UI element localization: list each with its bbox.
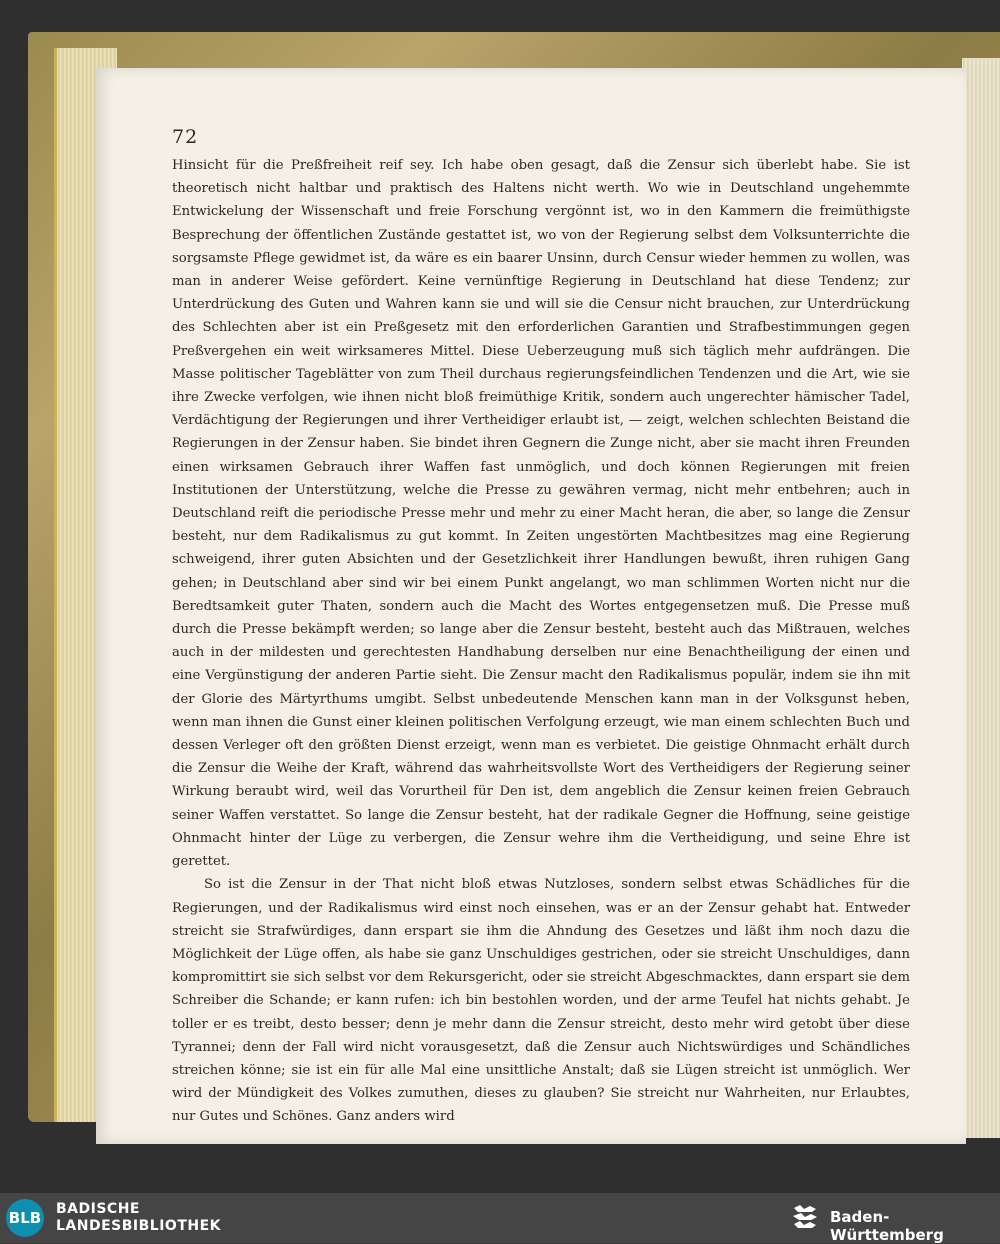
blb-logo[interactable]: BLB: [6, 1199, 44, 1237]
footer-bar: [0, 1193, 1000, 1243]
library-name-line2: LANDESBIBLIOTHEK: [56, 1218, 222, 1234]
library-name-line1: BADISCHE: [56, 1201, 140, 1217]
book-page: [96, 68, 966, 1144]
paragraph-1: Hinsicht für die Preßfreiheit reif sey. Ich habe oben gesagt, daß die Zensur sich überlebt habe. Sie ist theoretisch nicht haltbar und praktisch des Haltens nicht werth. Wo wie in Deutschland ungehemmte Entwickelung der Wissenschaft und freie Forschung vergönnt ist, wo in den Kammern die freimüthigste Besprechung der öffentlichen Zustände gestattet ist, wo von der Regierung selbst dem Volksunterrichte die sorgsamste Pflege gewidmet ist, da wäre es ein baarer Unsinn, durch Censur wieder hemmen zu wollen, was man in anderer Weise gefördert. Keine vernünftige Regierung in Deutschland hat diese Tendenz; zur Unterdrückung des Guten und Wahren kann sie und will sie die Censur nicht brauchen, zur Unterdrückung des Schlechten aber ist ein Preßgesetz mit den erforderlichen Garantien und Strafbestimmungen gegen Preßvergehen ein weit wirksameres Mittel. Diese Ueberzeugung muß sich täglich mehr aufdrängen. Die Masse politischer Tageblätter von zum Theil durchaus regierungsfeindlichen Tendenzen und die Art, wie sie ihre Zwecke verfolgen, wie ihnen nicht bloß freimüthige Kritik, sondern auch ungerechter hämischer Tadel, Verdächtigung der Regierungen und ihrer Vertheidiger erlaubt ist, — zeigt, welchen schlechten Beistand die Regierungen in der Zensur haben. Sie bindet ihren Gegnern die Zunge nicht, aber sie macht ihren Freunden einen wirksamen Gebrauch ihrer Waffen fast unmöglich, und doch können Regierungen mit freien Institutionen der Unterstützung, welche die Presse zu gewähren vermag, nicht mehr entbehren; auch in Deutschland reift die periodische Presse mehr und mehr zu einer Macht heran, die aber, so lange die Zensur besteht, nur dem Radikalismus zu gut kommt. In Zeiten ungestörten Machtbesitzes mag eine Regierung schweigend, ihrer guten Absichten und der Gesetzlichkeit ihrer Handlungen bewußt, ihren ruhigen Gang gehen; in Deutschland aber sind wir bei einem Punkt angelangt, wo man schlimmen Worten nicht nur die Beredtsamkeit guter Thaten, sondern auch die Macht des Wortes entgegensetzen muß. Die Presse muß durch die Presse bekämpft werden; so lange aber die Zensur besteht, besteht auch das Mißtrauen, welches auch in der mildesten und gerechtesten Handhabung derselben nur eine Benachtheiligung der einen und eine Vergünstigung der anderen Partie sieht. Die Zensur macht den Radikalismus populär, indem sie ihn mit der Glorie des Märtyrthums umgibt. Selbst unbedeutende Menschen kann man in der Volksgunst heben, wenn man ihnen die Gunst einer kleinen politischen Verfolgung erzeugt, wie man einem schlechten Buch und dessen Verleger oft den größten Dienst erzeigt, wenn man es verbietet. Die geistige Ohnmacht erhält durch die Zensur die Weihe der Kraft, während das wahrheitsvollste Wort des Vertheidigers der Regierung seiner Wirkung beraubt wird, weil das Vorurtheil für Den ist, dem angeblich die Zensur keinen freien Gebrauch seiner Waffen verstattet. So lange die Zensur besteht, hat der radikale Gegner die Hoffnung, seine geistige Ohnmacht hinter der Lüge zu verbergen, die Zensur wehre ihm die Vertheidigung, und seine Ehre ist gerettet.: [172, 158, 910, 870]
page-number: 72: [172, 126, 199, 148]
page-edges-right: [962, 58, 1000, 1138]
state-name[interactable]: Baden-Württemberg: [830, 1208, 944, 1244]
state-coat-of-arms-icon: [790, 1202, 820, 1234]
page-text: [172, 154, 910, 1129]
library-name[interactable]: [56, 1201, 221, 1235]
paragraph-2: So ist die Zensur in der That nicht bloß etwas Nutzloses, sondern selbst etwas Schädliches für die Regierungen, und der Radikalismus wird einst noch einsehen, was er an der Zensur gehabt hat. Entweder streicht sie Strafwürdiges, dann erspart sie ihm die Ahndung des Gesetzes und läßt ihm noch dazu die Möglichkeit der Lüge offen, als habe sie ganz Unschuldiges gestrichen, oder sie streicht Unschuldiges, dann kompromittirt sie sich selbst vor dem Rekursgericht, oder sie streicht Abgeschmacktes, dann erspart sie dem Schreiber die Schande; er kann rufen: ich bin bestohlen worden, und der arme Teufel hat nichts gehabt. Je toller er es treibt, desto besser; denn je mehr dann die Zensur streicht, desto mehr wird getobt über diese Tyrannei; denn der Fall wird nicht vorausgesetzt, daß die Zensur auch Nichtswürdiges und Schändliches streichen könne; sie ist ein für alle Mal eine unsittliche Anstalt; daß sie Lügen streicht ist unmöglich. Wer wird der Mündigkeit des Volkes zumuthen, dieses zu glauben? Sie streicht nur Wahrheiten, nur Erlaubtes, nur Gutes und Schönes. Ganz anders wird: [172, 877, 910, 1125]
